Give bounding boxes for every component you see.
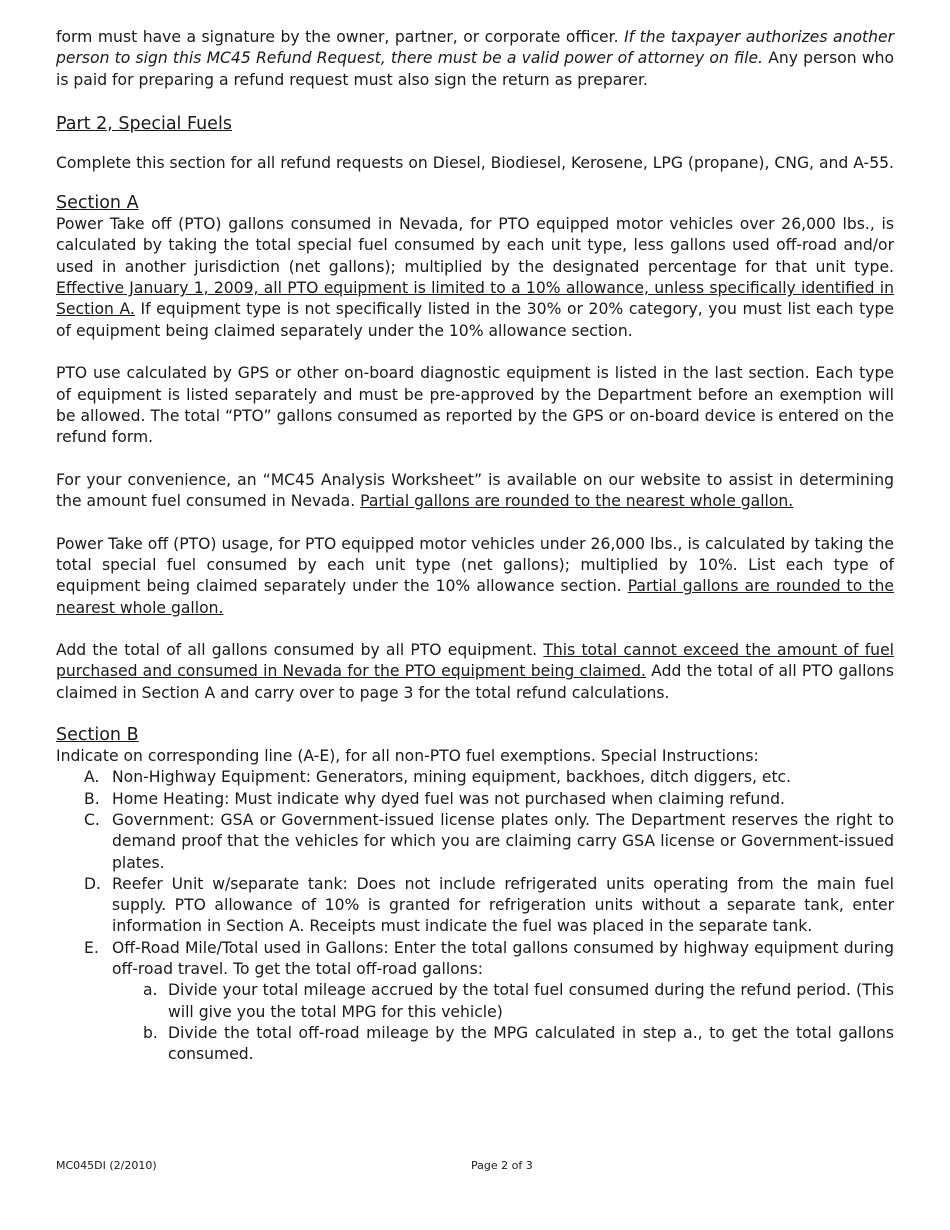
section-a-p5-text: Add the total of all gallons consumed by all PTO equipment. (56, 641, 544, 660)
list-item (56, 810, 894, 874)
intro-text: form must have a signature by the owner, partner, or corporate officer. (56, 28, 625, 46)
list-item-text: Non-Highway Equipment: Generators, mining equipment, backhoes, ditch diggers, etc. (112, 768, 792, 787)
section-a-paragraph-1 (56, 214, 894, 342)
part2-text: Complete this section for all refund requests on Diesel, Biodiesel, Kerosene, LPG (propane), CNG, and A-55. (56, 153, 894, 172)
section-a-p1-text: Power Take off (PTO) gallons consumed in Nevada, for PTO equipped motor vehicles over 26,000 lbs., is calculated by taking the total special fuel consumed by each unit type, less gallons used off-road and/or used in another jurisdiction (net gallons); multiplied by the designated percentage for that unit type. (56, 215, 894, 276)
section-a-p4-underlined: Partial gallons are rounded to the nearest whole gallon. (56, 577, 894, 617)
sub-list-marker: a. (143, 981, 158, 1000)
sub-list-marker: b. (143, 1023, 158, 1042)
section-a-p4-text: Power Take off (PTO) usage, for PTO equipped motor vehicles under 26,000 lbs., is calculated by taking the total special fuel consumed by each unit type (net gallons); multiplied by 10%. List each type of equipment being claimed separately under the 10% allowance section. (56, 534, 894, 596)
section-a-heading: Section A (56, 193, 139, 214)
intro-preparer-text: Any person who is paid for preparing a refund request must also sign the return as preparer. (56, 49, 895, 89)
list-item (56, 938, 894, 1066)
off-road-steps-list (112, 980, 894, 1065)
list-item (56, 767, 894, 788)
section-a-p5-underlined: This total cannot exceed the amount of fuel purchased and consumed in Nevada for the PTO equipment being claimed. (56, 641, 894, 681)
list-marker: A. (84, 768, 100, 787)
intro-paragraph (56, 27, 894, 91)
list-item-text: Reefer Unit w/separate tank: Does not include refrigerated units operating from the main fuel supply. PTO allowance of 10% is granted for refrigeration units without a separate tank, enter information in Section A. Receipts must indicate the fuel was placed in the separate tank. (112, 874, 894, 936)
section-a-paragraph-3 (56, 470, 894, 513)
section-a-p1-underlined: Effective January 1, 2009, all PTO equipment is limited to a 10% allowance, unless specifically identified in Section A. (56, 279, 894, 319)
section-a-paragraph-4 (56, 534, 894, 619)
section-b-heading: Section B (56, 725, 139, 746)
page-footer (56, 1159, 894, 1173)
list-item-text: Home Heating: Must indicate why dyed fuel was not purchased when claiming refund. (112, 789, 785, 808)
document-body (56, 27, 894, 1065)
sub-list-item-text: Divide the total off-road mileage by the MPG calculated in step a., to get the total gallons consumed. (168, 1023, 894, 1064)
list-item (56, 789, 894, 810)
section-a-p3-underlined: Partial gallons are rounded to the nearest whole gallon. (360, 492, 794, 511)
intro-power-of-attorney-text: If the taxpayer authorizes another person to sign this MC45 Refund Request, there must be a valid power of attorney on file. (56, 28, 894, 68)
list-marker: C. (84, 810, 100, 829)
section-b-list (56, 767, 894, 1065)
form-id: MC045DI (2/2010) (56, 1159, 157, 1172)
list-marker: D. (84, 874, 101, 893)
list-item-text: Off-Road Mile/Total used in Gallons: Enter the total gallons consumed by highway equipment during off-road travel. To get the total off-road gallons: (112, 938, 894, 978)
list-marker: E. (84, 938, 99, 957)
sub-list-item (112, 1023, 894, 1066)
list-item-text: Government: GSA or Government-issued license plates only. The Department reserves the right to demand proof that the vehicles for which you are claiming carry GSA license or Government-issued plates. (112, 810, 894, 872)
section-b-intro: Indicate on corresponding line (A-E), for all non-PTO fuel exemptions. Special Instructions: (56, 747, 759, 766)
sub-list-item-text: Divide your total mileage accrued by the total fuel consumed during the refund period. (This will give you the total MPG for this vehicle) (168, 981, 894, 1021)
section-a-p5-text-2: Add the total of all PTO gallons claimed in Section A and carry over to page 3 for the total refund calculations. (56, 662, 894, 702)
list-marker: B. (84, 789, 100, 808)
page-number: Page 2 of 3 (471, 1159, 533, 1172)
section-a-p3-text: For your convenience, an “MC45 Analysis Worksheet” is available on our website to assist in determining the amount fuel consumed in Nevada. (56, 470, 894, 511)
sub-list-item (112, 980, 894, 1023)
part2-heading: Part 2, Special Fuels (56, 113, 232, 134)
list-item (56, 874, 894, 938)
section-a-paragraph-5 (56, 640, 894, 704)
section-a-p1-text-2: If equipment type is not specifically listed in the 30% or 20% category, you must list each type of equipment being claimed separately under the 10% allowance section. (56, 300, 894, 340)
section-a-paragraph-2: PTO use calculated by GPS or other on-board diagnostic equipment is listed in the last section. Each type of equipment is listed separately and must be pre-approved by the Department before an exemption will be allowed. The total “PTO” gallons consumed as reported by the GPS or on-board device is entered on the refund form. (56, 364, 894, 447)
